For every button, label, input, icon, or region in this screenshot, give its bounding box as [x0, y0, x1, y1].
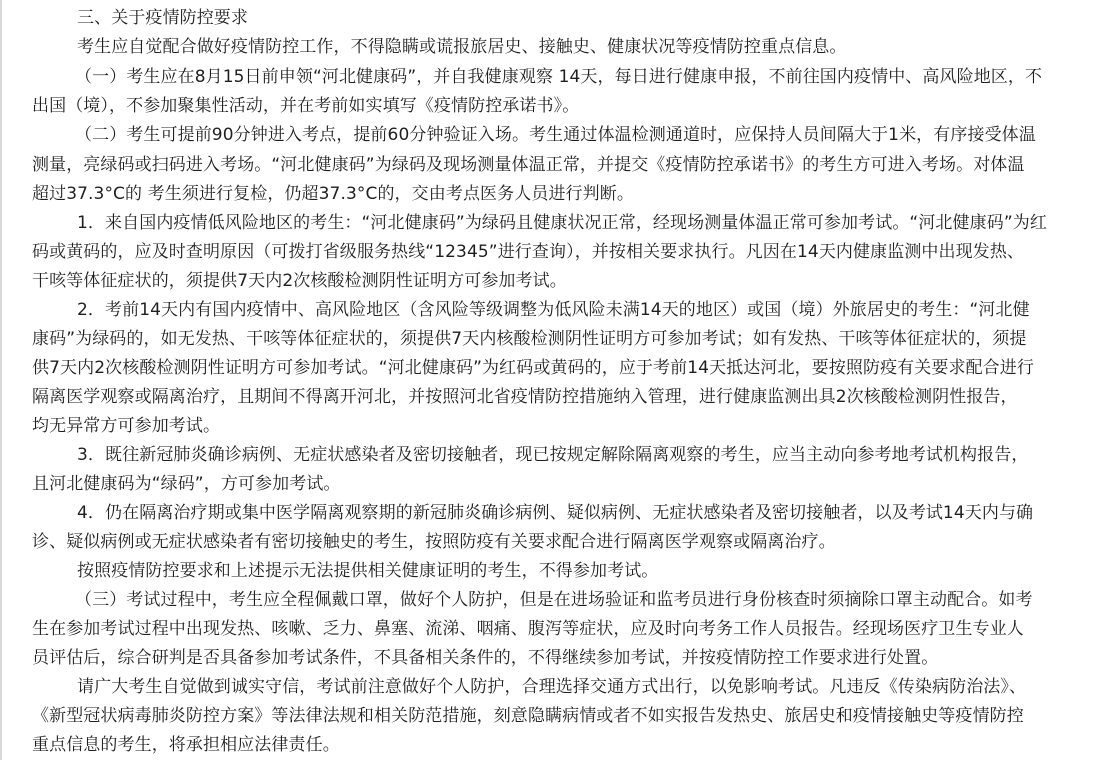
paragraph-two-line: （二）考生可提前90分钟进入考点，提前60分钟验证入场。考生通过体温检测通道时，应保持人员间隔大于1米，有序接受体温	[75, 125, 1036, 145]
item-two-line: 供7天内2次核酸检测阴性证明方可参加考试。“河北健康码”为红码或黄码的，应于考前14天抵达河北，要按照防疫有关要求配合进行	[32, 358, 1034, 378]
item-two-line: 均无异常方可参加考试。	[32, 416, 221, 436]
paragraph-three-line: 生在参加考试过程中出现发热、咳嗽、乏力、鼻塞、流涕、咽痛、腹泻等症状，应及时向考务工作人员报告。经现场医疗卫生专业人	[32, 619, 1024, 639]
item-two-line: 康码”为绿码的，如无发热、干咳等体征症状的，须提供7天内核酸检测阴性证明方可参加考试；如有发热、干咳等体征症状的，须提	[32, 329, 1027, 349]
paragraph-three-line: （三）考试过程中，考生应全程佩戴口罩，做好个人防护，但是在进场验证和监考员进行身份核查时须摘除口罩主动配合。如考	[75, 590, 1033, 610]
paragraph-three-line: 员评估后，综合研判是否具备参加考试条件，不具备相关条件的，不得继续参加考试，并按疫情防控工作要求进行处置。	[32, 648, 939, 668]
item-three-line: 且河北健康码为“绿码”，方可参加考试。	[32, 474, 341, 494]
item-two-line: 隔离医学观察或隔离治疗，且期间不得离开河北，并按照河北省疫情防控措施纳入管理，进行健康监测出具2次核酸检测阴性报告，	[32, 387, 1018, 407]
closing-paragraph-line: 请广大考生自觉做到诚实守信，考试前注意做好个人防护，合理选择交通方式出行，以免影响考试。凡违反《传染病防治法》、	[77, 677, 1027, 697]
item-four-line: 诊、疑似病例或无症状感染者有密切接触史的考生，按照防疫有关要求配合进行隔离医学观察或隔离治疗。	[32, 532, 836, 552]
health-proof-note: 按照疫情防控要求和上述提示无法提供相关健康证明的考生，不得参加考试。	[77, 561, 659, 581]
paragraph-one-line: 出国（境），不参加聚集性活动，并在考前如实填写《疫情防控承诺书》。	[32, 96, 580, 116]
paragraph-one-line: （一）考生应在8月15日前申领“河北健康码”，并自我健康观察 14天，每日进行健康申报，不前往国内疫情中、高风险地区，不	[75, 67, 1043, 87]
intro-paragraph-line: 考生应自觉配合做好疫情防控工作，不得隐瞒或谎报旅居史、接触史、健康状况等疫情防控重点信息。	[77, 37, 847, 57]
closing-paragraph-line: 《新型冠状病毒肺炎防控方案》等法律法规和相关防范措施，刻意隐瞒病情或者不如实报告发热史、旅居史和疫情接触史等疫情防控	[32, 706, 1024, 726]
item-one-line: 码或黄码的，应及时查明原因（可拨打省级服务热线“12345”进行查询），并按相关要求执行。凡因在14天内健康监测中出现发热、	[32, 242, 1025, 262]
item-one-line: 1．来自国内疫情低风险地区的考生：“河北健康码”为绿码且健康状况正常，经现场测量体温正常可参加考试。“河北健康码”为红	[77, 213, 1047, 233]
closing-paragraph-line: 重点信息的考生，将承担相应法律责任。	[32, 735, 340, 755]
item-one-line: 干咳等体征症状的，须提供7天内2次核酸检测阴性证明方可参加考试。	[32, 271, 567, 291]
paragraph-two-line: 测量，亮绿码或扫码进入考场。“河北健康码”为绿码及现场测量体温正常，并提交《疫情防控承诺书》的考生方可进入考场。对体温	[32, 155, 1025, 175]
item-two-line: 2．考前14天内有国内疫情中、高风险地区（含风险等级调整为低风险未满14天的地区）或国（境）外旅居史的考生：“河北健	[77, 300, 1030, 320]
paragraph-two-line: 超过37.3°C的 考生须进行复检，仍超37.3°C的，交由考点医务人员进行判断。	[32, 184, 634, 204]
item-four-line: 4．仍在隔离治疗期或集中医学隔离观察期的新冠肺炎确诊病例、疑似病例、无症状感染者及密切接触者，以及考试14天内与确	[77, 503, 1034, 523]
item-three-line: 3．既往新冠肺炎确诊病例、无症状感染者及密切接触者，现已按规定解除隔离观察的考生，应当主动向参考地考试机构报告，	[77, 445, 1029, 465]
section-heading: 三、关于疫情防控要求	[77, 8, 248, 28]
